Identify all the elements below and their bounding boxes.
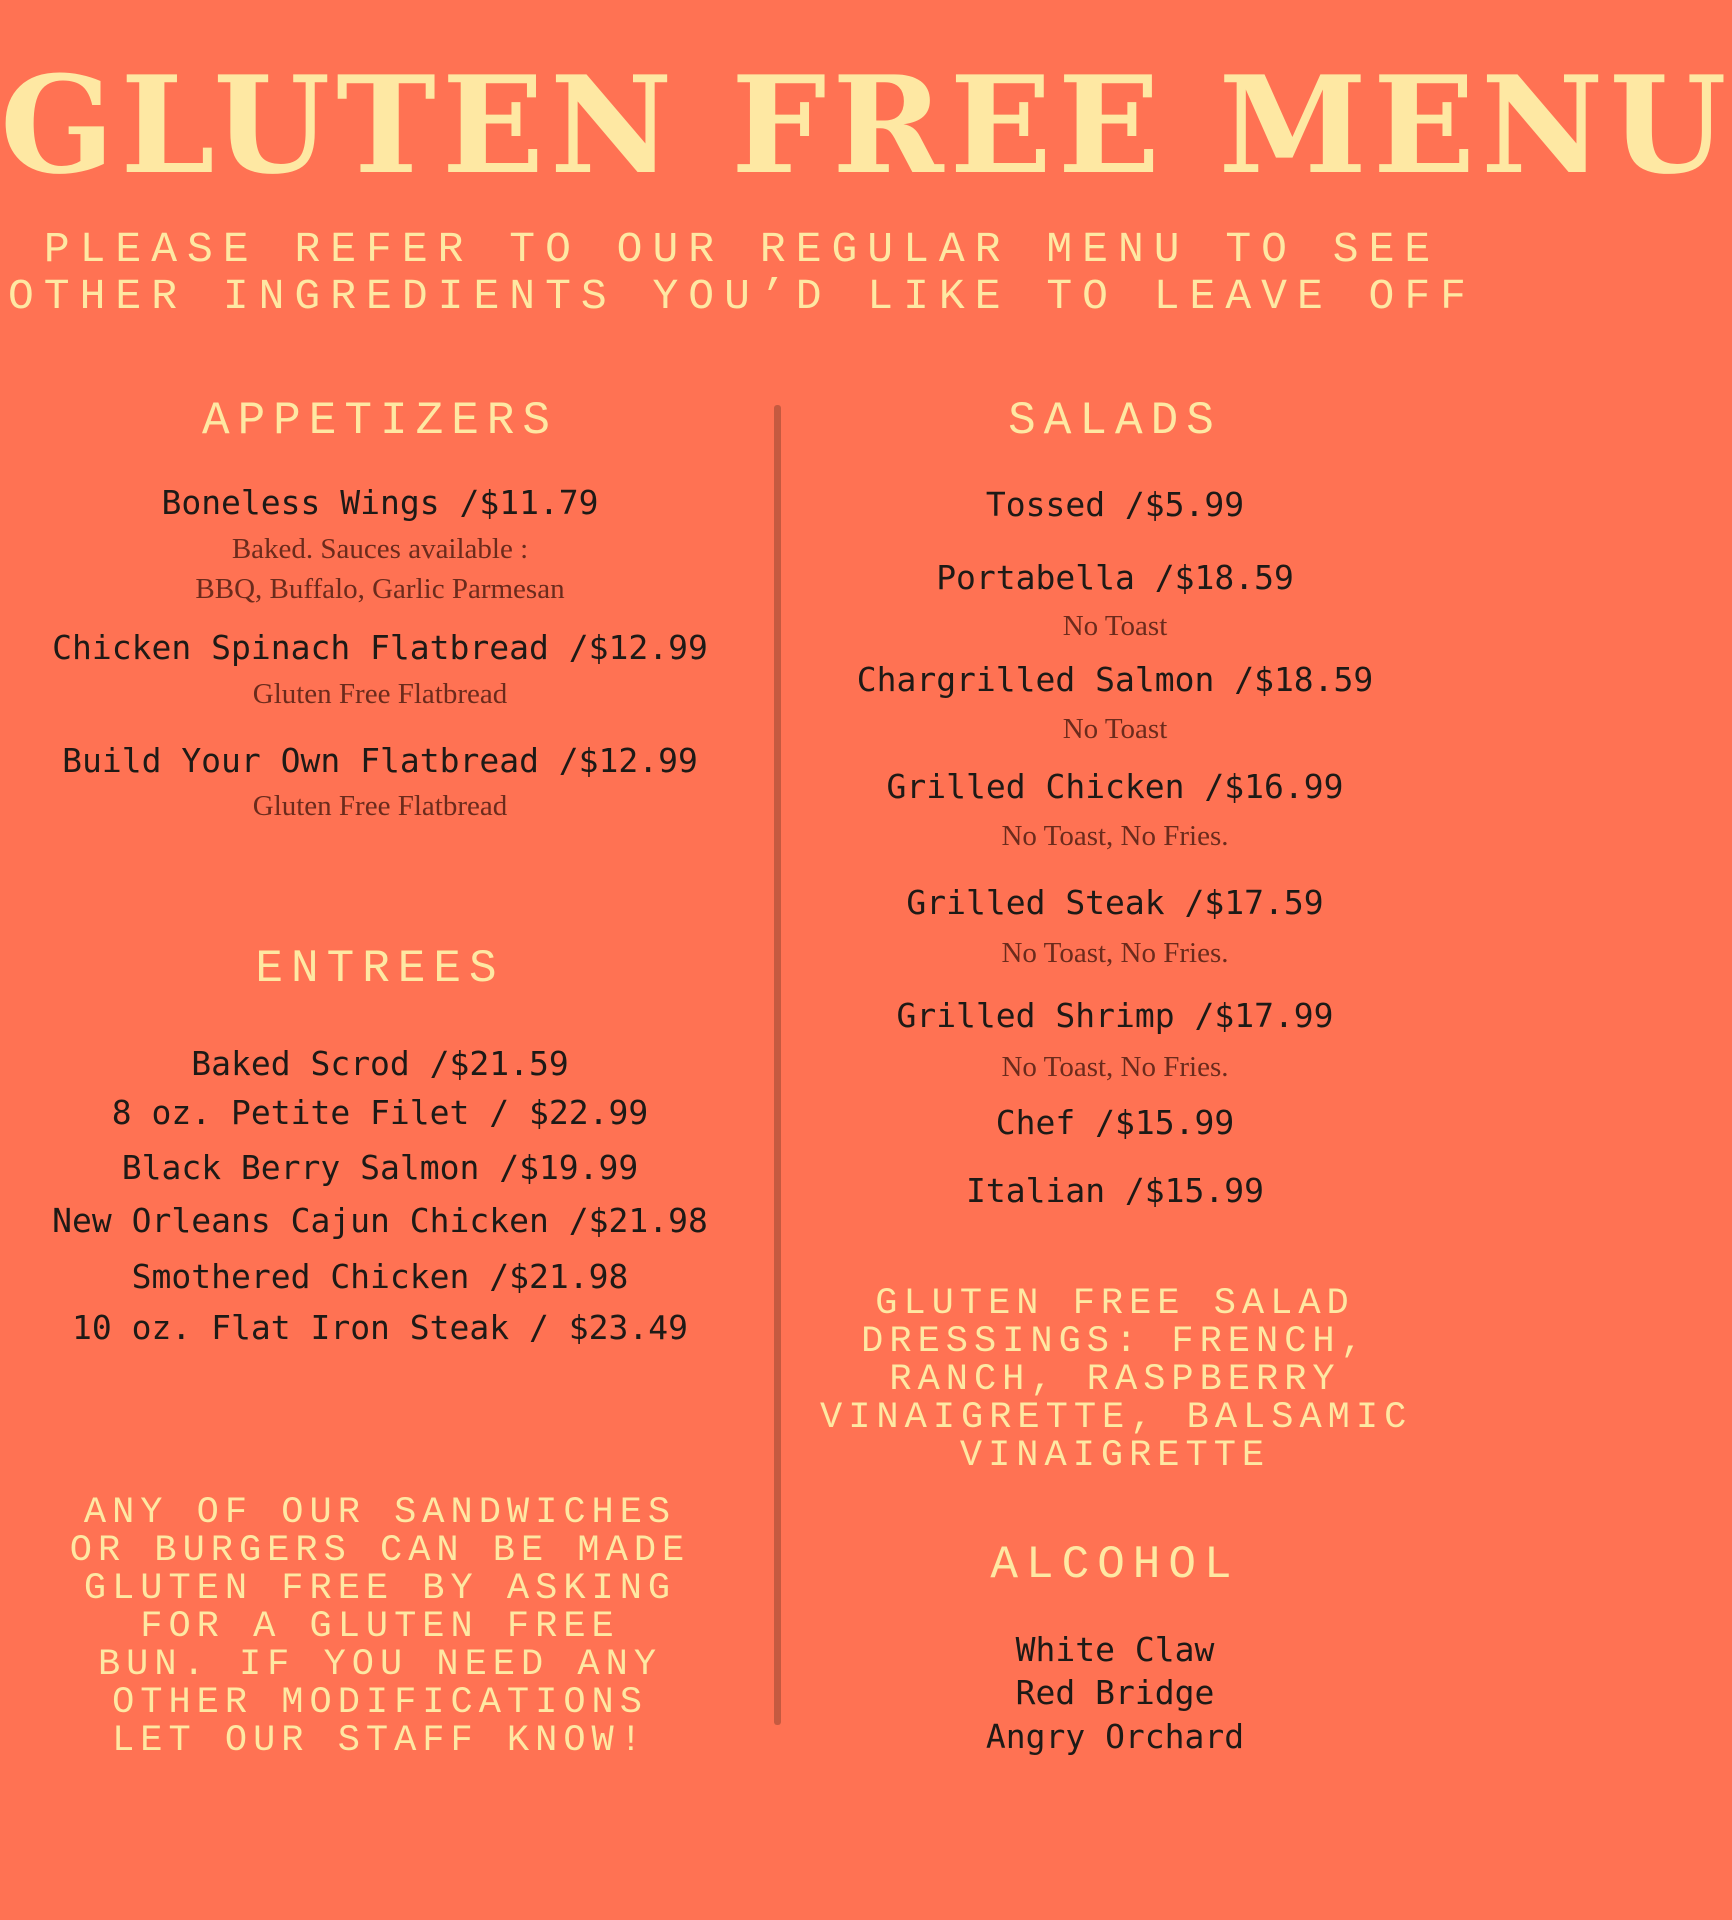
appetizer-note: Gluten Free Flatbread	[252, 790, 508, 822]
salads-heading: SALADS	[1008, 395, 1222, 447]
appetizers-heading: APPETIZERS	[201, 395, 559, 447]
right-column	[820, 0, 1413, 1920]
entree-item: 8 oz. Petite Filet / $22.99	[111, 1093, 649, 1132]
note-line: OR BURGERS CAN BE MADE	[69, 1530, 691, 1572]
entree-item: 10 oz. Flat Iron Steak / $23.49	[72, 1308, 688, 1347]
entree-item: New Orleans Cajun Chicken /$21.98	[52, 1201, 708, 1240]
left-column	[20, 0, 740, 1920]
dressing-line: DRESSINGS: FRENCH,	[861, 1321, 1369, 1363]
alcohol-item: Angry Orchard	[985, 1717, 1245, 1756]
entrees-heading: ENTREES	[255, 943, 505, 995]
dressing-line: VINAIGRETTE	[959, 1435, 1271, 1477]
sandwich-gluten-free-note	[20, 1494, 740, 1760]
salad-item: Grilled Shrimp /$17.99	[896, 996, 1334, 1035]
appetizer-note: BBQ, Buffalo, Garlic Parmesan	[195, 573, 565, 605]
dressing-line: GLUTEN FREE SALAD	[875, 1283, 1355, 1325]
gluten-free-dressings	[820, 1283, 1413, 1477]
appetizer-item-chicken-spinach-flatbread: Chicken Spinach Flatbread /$12.99	[52, 628, 708, 667]
column-divider	[774, 405, 781, 1725]
appetizer-item-boneless-wings: Boneless Wings /$11.79	[161, 483, 599, 522]
salad-note: No Toast, No Fries.	[1001, 820, 1229, 852]
subtitle-line-1: PLEASE REFER TO OUR REGULAR MENU TO SEE	[43, 225, 1441, 274]
note-line: BUN. IF YOU NEED ANY	[97, 1644, 663, 1686]
note-line: OTHER MODIFICATIONS	[112, 1682, 648, 1724]
salad-note: No Toast	[1062, 610, 1168, 642]
salad-item: Chef /$15.99	[995, 1103, 1235, 1142]
salad-item: Chargrilled Salmon /$18.59	[856, 660, 1374, 699]
appetizer-item-build-your-own-flatbread: Build Your Own Flatbread /$12.99	[62, 741, 698, 780]
subtitle-line-2: OTHER INGREDIENTS YOU’D LIKE TO LEAVE OFF	[8, 272, 1476, 321]
appetizer-note: Gluten Free Flatbread	[252, 678, 508, 710]
salad-note: No Toast	[1062, 713, 1168, 745]
note-line: FOR A GLUTEN FREE	[140, 1606, 620, 1648]
alcohol-item: White Claw	[1015, 1630, 1215, 1669]
dressing-line: VINAIGRETTE, BALSAMIC	[820, 1397, 1413, 1439]
dressing-line: RANCH, RASPBERRY	[889, 1359, 1341, 1401]
entree-item: Black Berry Salmon /$19.99	[121, 1148, 639, 1187]
salad-note: No Toast, No Fries.	[1001, 937, 1229, 969]
note-line: LET OUR STAFF KNOW!	[112, 1720, 648, 1762]
appetizer-note: Baked. Sauces available :	[231, 533, 529, 565]
entree-item: Smothered Chicken /$21.98	[131, 1257, 629, 1296]
salad-item: Grilled Steak /$17.59	[906, 883, 1324, 922]
menu-title: GLUTEN FREE MENU	[0, 46, 1732, 204]
alcohol-heading: ALCOHOL	[990, 1539, 1240, 1591]
note-line: ANY OF OUR SANDWICHES	[83, 1492, 677, 1534]
salad-item: Tossed /$5.99	[985, 485, 1245, 524]
alcohol-item: Red Bridge	[1015, 1673, 1215, 1712]
salad-item: Grilled Chicken /$16.99	[886, 767, 1344, 806]
entree-item: Baked Scrod /$21.59	[191, 1044, 569, 1083]
salad-item: Portabella /$18.59	[936, 558, 1294, 597]
salad-note: No Toast, No Fries.	[1001, 1051, 1229, 1083]
note-line: GLUTEN FREE BY ASKING	[83, 1568, 677, 1610]
salad-item: Italian /$15.99	[965, 1171, 1264, 1210]
